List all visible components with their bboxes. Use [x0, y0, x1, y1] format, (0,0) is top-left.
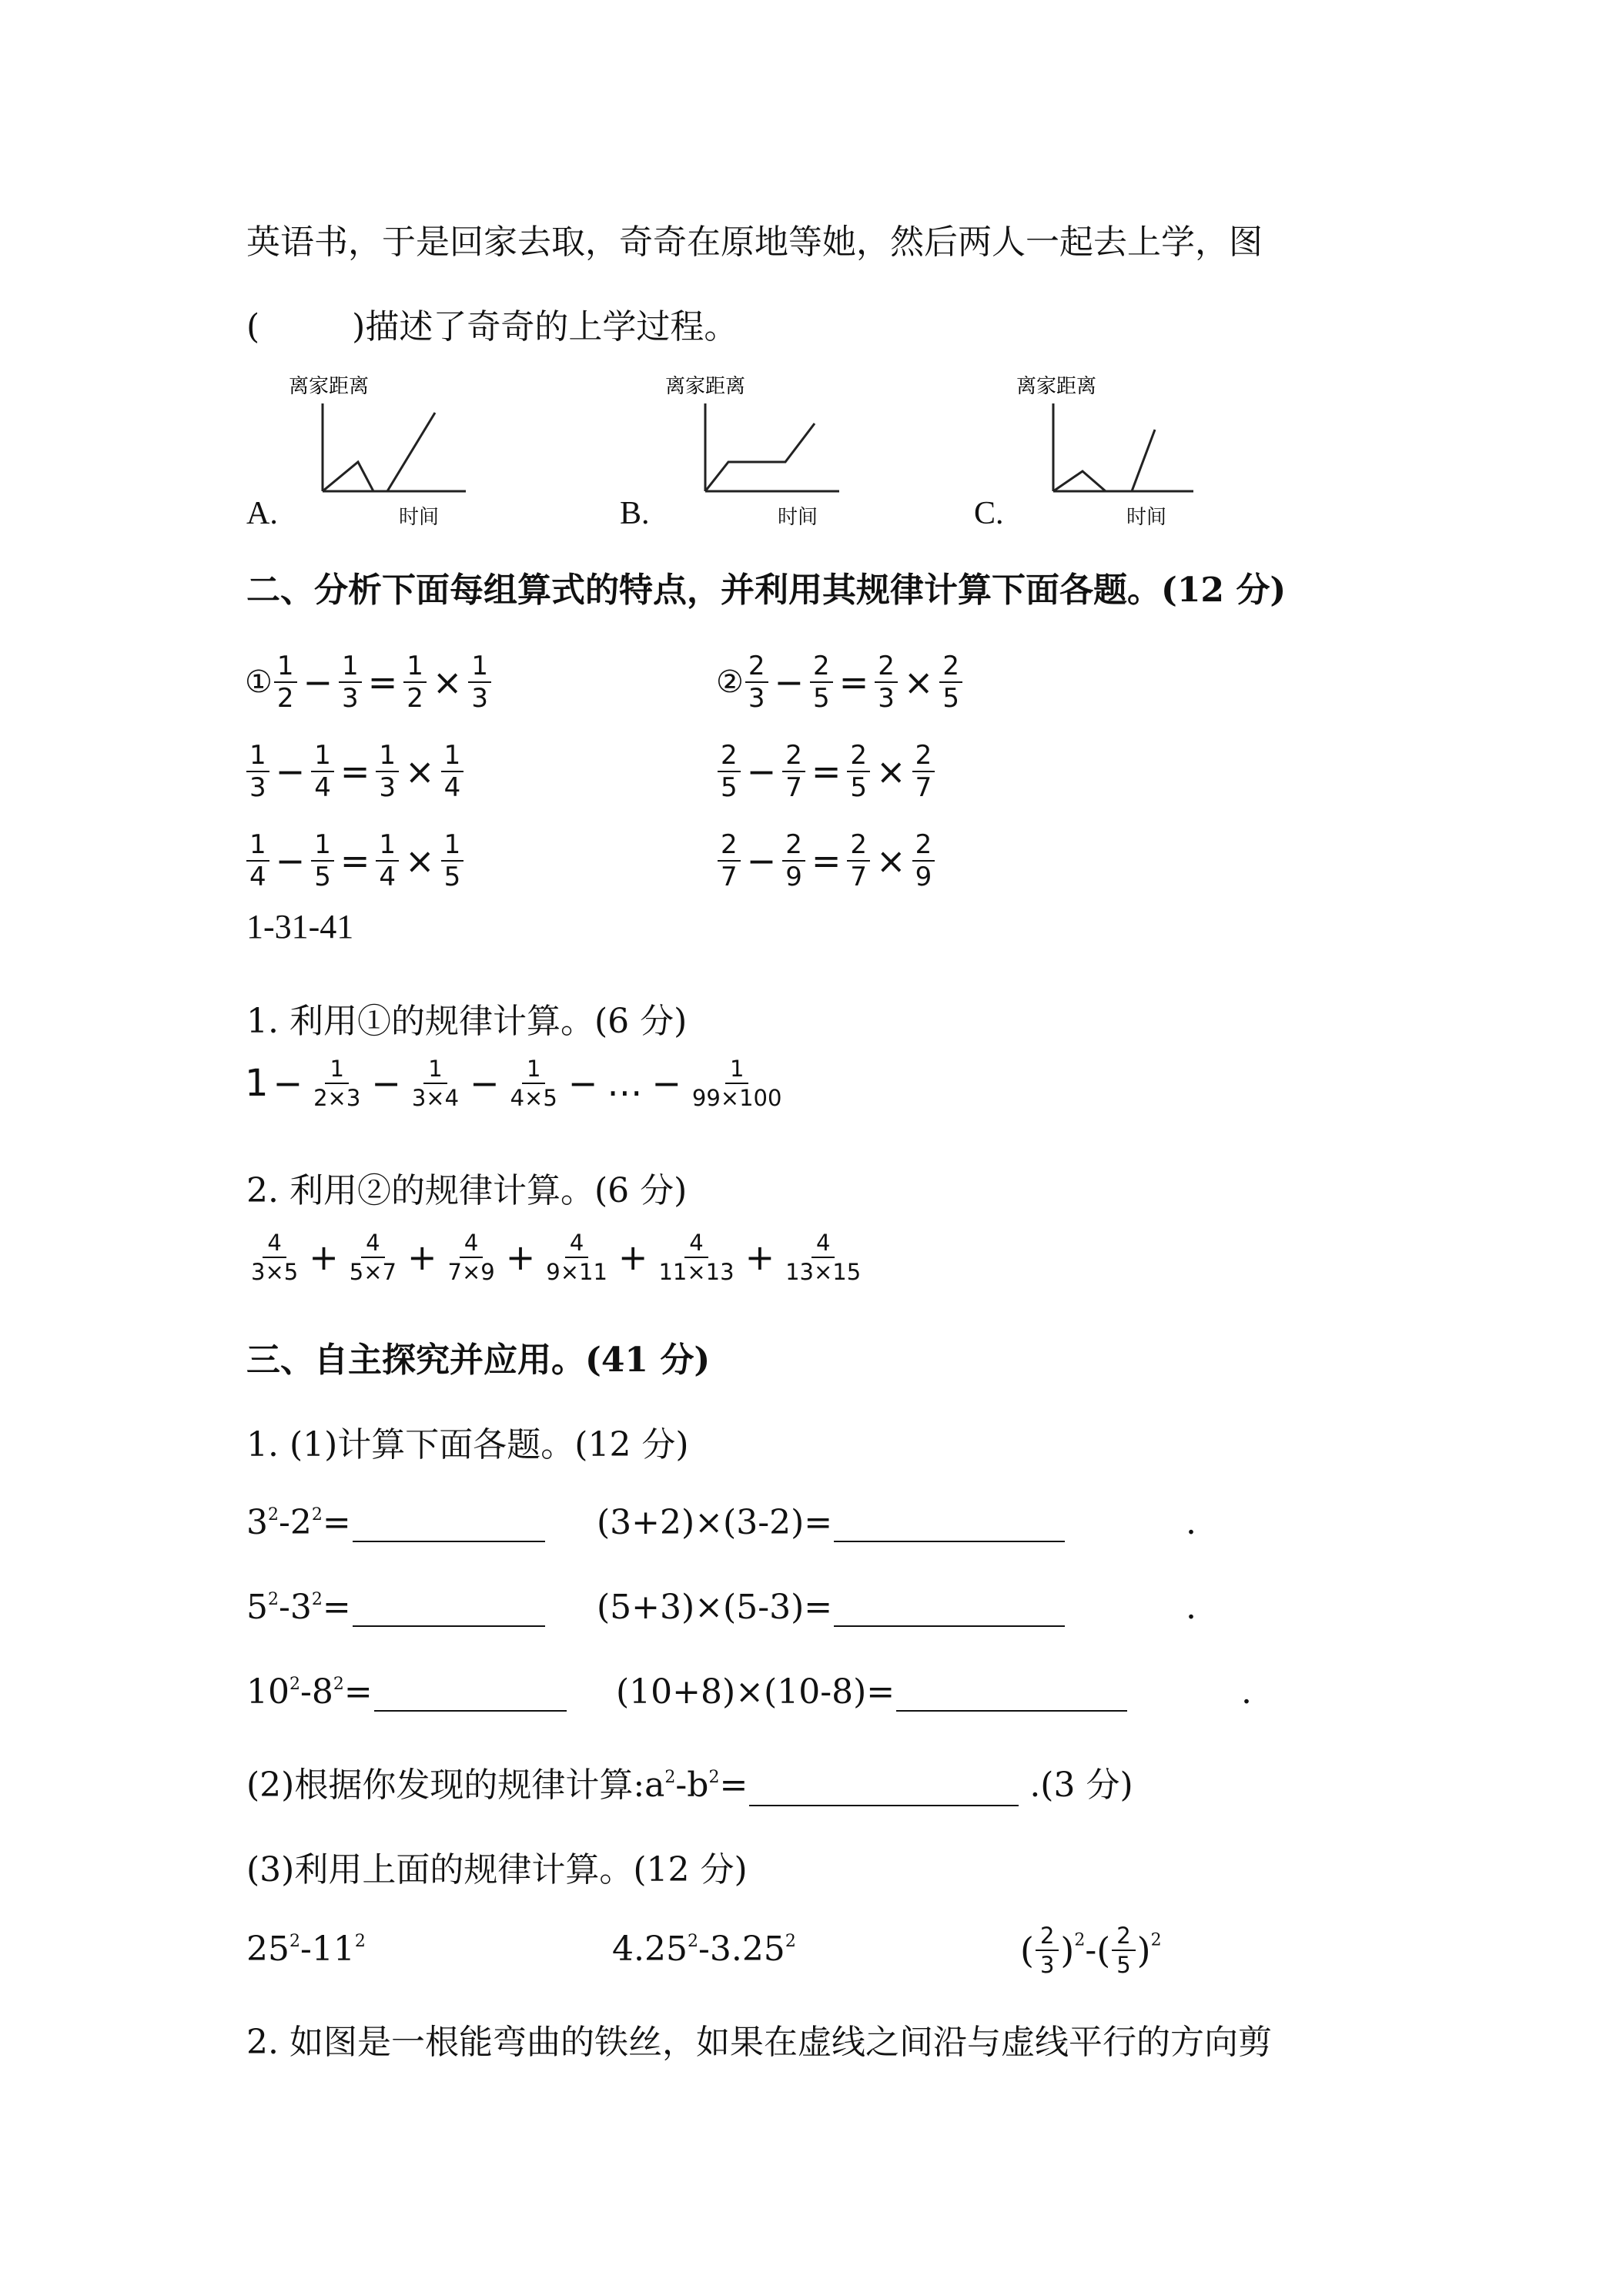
graph-c-xlabel: 时间	[1126, 506, 1167, 529]
operator: −	[567, 1063, 598, 1104]
graph-c	[1016, 376, 1193, 515]
operator: −	[470, 1063, 500, 1104]
fraction: $\frac{2}{5}$	[939, 651, 962, 714]
row3-period: .	[1241, 1672, 1252, 1712]
answer-blank[interactable]	[353, 1510, 545, 1542]
fraction: $\frac{2}{9}$	[782, 829, 805, 892]
graph-b-ylabel: 离家距离	[665, 376, 746, 398]
fraction: $\frac{1}{3\times 4}$	[411, 1056, 460, 1111]
fraction: $\frac{1}{3}$	[246, 740, 269, 803]
fraction: $\frac{2}{5}$	[718, 740, 741, 803]
group-marker: ①	[245, 664, 273, 700]
operator: +	[745, 1237, 775, 1278]
operator: =	[340, 840, 370, 882]
formula-row	[245, 816, 493, 905]
fraction: $\frac{1}{5}$	[441, 829, 464, 892]
fraction: $\frac{4}{11\times 13}$	[658, 1230, 735, 1285]
answer-blank[interactable]	[896, 1679, 1127, 1712]
graph-a-svg	[289, 376, 466, 507]
formula-row	[716, 816, 964, 905]
graph-a-xlabel: 时间	[399, 506, 440, 529]
formula-row	[245, 727, 493, 816]
operator: −	[774, 661, 805, 703]
operator: ×	[876, 751, 906, 792]
fraction: $\frac{2}{5}$	[810, 651, 833, 714]
operator: −	[371, 1063, 401, 1104]
fraction: $\frac{1}{99\times 100}$	[691, 1056, 782, 1111]
operator: ×	[405, 840, 435, 882]
fraction: $\frac{1}{4}$	[246, 829, 269, 892]
fraction: $\frac{2}{3}$	[745, 651, 768, 714]
row1-right: (3+2)×(3-2)=	[597, 1503, 1065, 1542]
fraction: $\frac{2}{3}$	[1036, 1922, 1059, 1979]
row2-left: $5^2-3^2=$	[246, 1588, 545, 1627]
fraction: $\frac{4}{7\times 9}$	[447, 1230, 495, 1285]
operator: ×	[405, 751, 435, 792]
row1-period: .	[1186, 1503, 1196, 1542]
question-text-tail: )描述了奇奇的上学过程。	[352, 307, 738, 346]
operator: −	[273, 1063, 303, 1104]
s3-p1: 1. (1)计算下面各题。(12 分)	[246, 1425, 689, 1464]
answer-paren-open: (	[246, 307, 260, 346]
operator: ×	[903, 661, 934, 703]
row2-period: .	[1186, 1588, 1196, 1627]
fraction: $\frac{2}{7}$	[782, 740, 805, 803]
operator: −	[746, 751, 777, 792]
formula-row	[245, 638, 493, 727]
fraction: $\frac{1}{3}$	[376, 740, 399, 803]
operator: +	[309, 1237, 339, 1278]
operator: −	[651, 1063, 681, 1104]
fraction: $\frac{1}{5}$	[311, 829, 334, 892]
operator: =	[811, 840, 842, 882]
q1-text: 1. 利用①的规律计算。(6 分)	[246, 1002, 688, 1041]
fraction: $\frac{1}{4}$	[376, 829, 399, 892]
fraction: $\frac{4}{5\times 7}$	[349, 1230, 397, 1285]
graph-a	[289, 376, 466, 515]
option-c-label[interactable]: C.	[974, 496, 1004, 531]
operator: −	[303, 661, 333, 703]
operator: =	[811, 751, 842, 792]
operator: −	[275, 751, 306, 792]
fraction: $\frac{1}{2}$	[274, 651, 297, 714]
calc-2: 4.25$^2$-3.25$^2$	[612, 1930, 796, 1969]
section2-title: 二、分析下面每组算式的特点，并利用其规律计算下面各题。(12 分)	[246, 571, 1287, 610]
graph-b-svg	[662, 376, 839, 507]
fraction: $\frac{1}{4}$	[441, 740, 464, 803]
fraction: $\frac{2}{9}$	[912, 829, 935, 892]
graph-c-ylabel: 离家距离	[1016, 376, 1097, 398]
graph-b-xlabel: 时间	[778, 506, 818, 529]
fraction: $\frac{2}{3}$	[875, 651, 898, 714]
answer-blank[interactable]	[374, 1679, 567, 1712]
fraction: $\frac{1}{4\times 5}$	[510, 1056, 557, 1111]
option-b-label[interactable]: B.	[620, 496, 650, 531]
calc-3: ( $\frac{2}{3}$ )$^2$-( $\frac{2}{5}$ )$^2$	[1020, 1923, 1162, 1978]
graph-a-ylabel: 离家距离	[289, 376, 370, 398]
q1-expression	[245, 1055, 788, 1112]
formula-row	[716, 727, 964, 816]
s3-p3: (3)利用上面的规律计算。(12 分)	[246, 1850, 748, 1889]
question-text-line1: 英语书，于是回家去取，奇奇在原地等她，然后两人一起去上学，图	[246, 223, 1263, 262]
operator: =	[367, 661, 398, 703]
operator: =	[340, 751, 370, 792]
row2-right: (5+3)×(5-3)=	[597, 1588, 1065, 1627]
ellipsis: …	[607, 1063, 643, 1104]
answer-blank[interactable]	[749, 1774, 1019, 1806]
fraction: $\frac{4}{9\times 11}$	[546, 1230, 607, 1285]
fraction: $\frac{4}{3\times 5}$	[251, 1230, 299, 1285]
fraction: $\frac{1}{4}$	[311, 740, 334, 803]
option-a-label[interactable]: A.	[246, 496, 278, 531]
lead-number: 1	[245, 1062, 269, 1105]
fraction: $\frac{2}{7}$	[718, 829, 741, 892]
fraction: $\frac{2}{7}$	[912, 740, 935, 803]
graph-c-svg	[1016, 376, 1193, 507]
answer-blank[interactable]	[353, 1595, 545, 1627]
operator: +	[617, 1237, 648, 1278]
operator: −	[275, 840, 306, 882]
fraction: $\frac{2}{5}$	[1112, 1922, 1135, 1979]
fraction: $\frac{1}{3}$	[339, 651, 362, 714]
fraction: $\frac{1}{3}$	[468, 651, 491, 714]
row1-left: $3^2-2^2=$	[246, 1503, 545, 1542]
row3-right: (10+8)×(10-8)=	[616, 1672, 1127, 1712]
calc-1: $25^2-11^2$	[246, 1930, 366, 1969]
formula-group-1	[245, 638, 493, 905]
operator: ×	[876, 840, 906, 882]
answer-blank[interactable]	[834, 1510, 1065, 1542]
formula-group-2	[716, 638, 964, 905]
fraction: $\frac{1}{2}$	[403, 651, 427, 714]
formula-row	[716, 638, 964, 727]
operator: =	[838, 661, 869, 703]
fraction: $\frac{2}{7}$	[847, 829, 870, 892]
question-text-line2	[246, 299, 738, 348]
operator: ×	[432, 661, 463, 703]
stray-text: 1-31-41	[246, 908, 354, 946]
q2-text: 2. 利用②的规律计算。(6 分)	[246, 1171, 688, 1210]
row3-left: $10^2-8^2=$	[246, 1672, 567, 1712]
section3-title: 三、自主探究并应用。(41 分)	[246, 1340, 711, 1380]
fraction: $\frac{4}{13\times 15}$	[785, 1230, 862, 1285]
s3-q2-text: 2. 如图是一根能弯曲的铁丝，如果在虚线之间沿与虚线平行的方向剪	[246, 2023, 1272, 2062]
fraction: $\frac{1}{2\times 3}$	[313, 1056, 361, 1111]
operator: +	[505, 1237, 536, 1278]
answer-blank[interactable]	[834, 1595, 1065, 1627]
operator: +	[407, 1237, 437, 1278]
group-marker: ②	[716, 664, 744, 700]
s3-p2: (2)根据你发现的规律计算$:a^2-b^2= .(3$ 分)	[246, 1766, 1133, 1805]
q2-expression	[245, 1229, 867, 1286]
fraction: $\frac{2}{5}$	[847, 740, 870, 803]
operator: −	[746, 840, 777, 882]
